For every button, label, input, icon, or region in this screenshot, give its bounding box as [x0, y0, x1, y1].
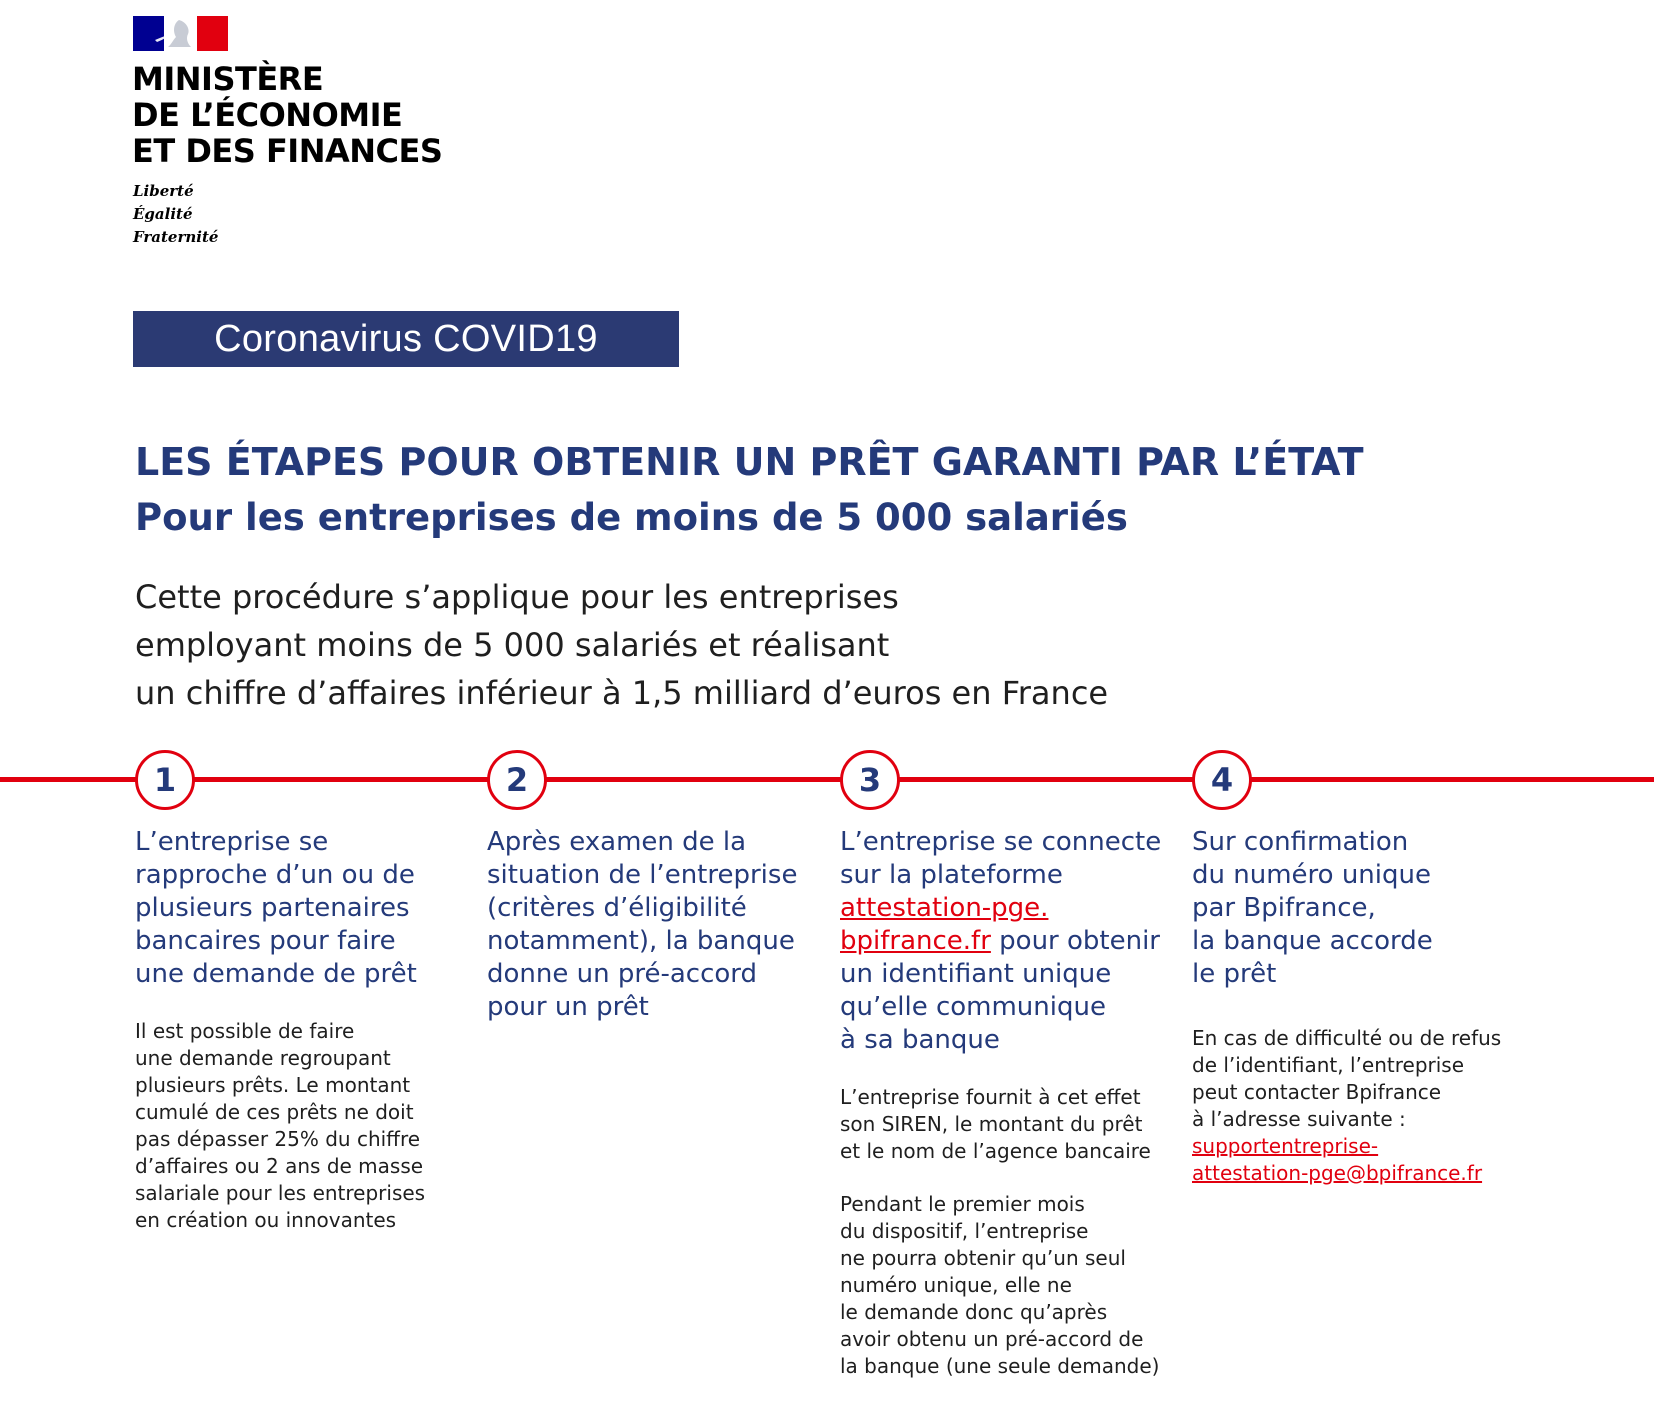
republic-motto [133, 180, 218, 249]
note-line: salariale pour les entreprises [135, 1181, 426, 1205]
ministry-line: ET DES FINANCES [132, 132, 443, 170]
step-line: notamment), la banque [487, 926, 795, 956]
step-3-text [840, 826, 1161, 1057]
step-line: L’entreprise se [135, 827, 329, 857]
intro-line: employant moins de 5 000 salariés et réalisant [135, 626, 890, 664]
step-3-note-1 [840, 1084, 1151, 1165]
note-line: En cas de difficulté ou de refus [1192, 1026, 1502, 1050]
timeline-line [0, 777, 1654, 782]
step-line: un identifiant unique [840, 959, 1112, 989]
platform-link-part1[interactable]: attestation-pge. [840, 893, 1049, 923]
republique-francaise-flag-logo [133, 16, 228, 51]
step-line: la banque accorde [1192, 926, 1433, 956]
note-line: la banque (une seule demande) [840, 1354, 1160, 1378]
step-2-text [487, 826, 797, 1024]
step-2-number: 2 [487, 750, 547, 810]
step-line: sur la plateforme [840, 860, 1063, 890]
intro-line: un chiffre d’affaires inférieur à 1,5 milliard d’euros en France [135, 674, 1109, 712]
motto-fraternite: Fraternité [133, 228, 219, 246]
page-subtitle: Pour les entreprises de moins de 5 000 salariés [135, 496, 1128, 539]
step-1-note [135, 1018, 425, 1234]
note-line: plusieurs prêts. Le montant [135, 1073, 411, 1097]
note-line: de l’identifiant, l’entreprise [1192, 1053, 1465, 1077]
step-line: (critères d’éligibilité [487, 893, 747, 923]
note-line: d’affaires ou 2 ans de masse [135, 1154, 424, 1178]
step-line: pour un prêt [487, 992, 649, 1022]
support-email-link-part1[interactable]: supportentreprise- [1192, 1134, 1379, 1158]
step-line: L’entreprise se connecte [840, 827, 1162, 857]
note-line: une demande regroupant [135, 1046, 391, 1070]
intro-paragraph [135, 573, 1108, 717]
note-line: numéro unique, elle ne [840, 1273, 1072, 1297]
ministry-line: MINISTÈRE [132, 60, 324, 98]
motto-egalite: Égalité [133, 205, 193, 223]
motto-liberte: Liberté [133, 182, 194, 200]
step-1-number: 1 [135, 750, 195, 810]
support-email-link-part2[interactable]: attestation-pge@bpifrance.fr [1192, 1161, 1483, 1185]
note-line: avoir obtenu un pré-accord de [840, 1327, 1144, 1351]
covid-banner: Coronavirus COVID19 [133, 311, 679, 367]
step-line: Après examen de la [487, 827, 747, 857]
step-line: du numéro unique [1192, 860, 1431, 890]
note-line: à l’adresse suivante : [1192, 1107, 1406, 1131]
step-line: rapproche d’un ou de [135, 860, 415, 890]
page-title: LES ÉTAPES POUR OBTENIR UN PRÊT GARANTI PAR L’ÉTAT [135, 440, 1364, 484]
note-line: son SIREN, le montant du prêt [840, 1112, 1143, 1136]
ministry-name [132, 61, 442, 169]
note-line: pas dépasser 25% du chiffre [135, 1127, 421, 1151]
step-line: donne un pré-accord [487, 959, 758, 989]
step-4-number: 4 [1192, 750, 1252, 810]
note-line: Il est possible de faire [135, 1019, 355, 1043]
step-line: qu’elle communique [840, 992, 1106, 1022]
step-line: le prêt [1192, 959, 1277, 989]
step-4-note [1192, 1025, 1501, 1187]
note-line: le demande donc qu’après [840, 1300, 1108, 1324]
note-line: et le nom de l’agence bancaire [840, 1139, 1151, 1163]
step-line: Sur confirmation [1192, 827, 1409, 857]
step-4-text [1192, 826, 1433, 991]
intro-line: Cette procédure s’applique pour les entreprises [135, 578, 899, 616]
step-line: une demande de prêt [135, 959, 417, 989]
step-line: plusieurs partenaires [135, 893, 410, 923]
step-1-text [135, 826, 417, 991]
note-line [1192, 1160, 1501, 1187]
platform-link-part2[interactable]: bpifrance.fr [840, 926, 991, 956]
note-line: cumulé de ces prêts ne doit [135, 1100, 414, 1124]
note-line [1192, 1133, 1501, 1160]
step-line: par Bpifrance, [1192, 893, 1376, 923]
ministry-line: DE L’ÉCONOMIE [132, 96, 403, 134]
note-line: Pendant le premier mois [840, 1192, 1085, 1216]
note-line: L’entreprise fournit à cet effet [840, 1085, 1141, 1109]
note-line: ne pourra obtenir qu’un seul [840, 1246, 1126, 1270]
step-line [840, 892, 1161, 925]
step-line: à sa banque [840, 1025, 1000, 1055]
step-line-suffix: pour obtenir [990, 926, 1160, 956]
step-line [840, 925, 1161, 958]
step-line: situation de l’entreprise [487, 860, 798, 890]
step-3-number: 3 [840, 750, 900, 810]
note-line: du dispositif, l’entreprise [840, 1219, 1089, 1243]
note-line: en création ou innovantes [135, 1208, 397, 1232]
step-3-note-2 [840, 1191, 1159, 1380]
note-line: peut contacter Bpifrance [1192, 1080, 1442, 1104]
step-line: bancaires pour faire [135, 926, 396, 956]
